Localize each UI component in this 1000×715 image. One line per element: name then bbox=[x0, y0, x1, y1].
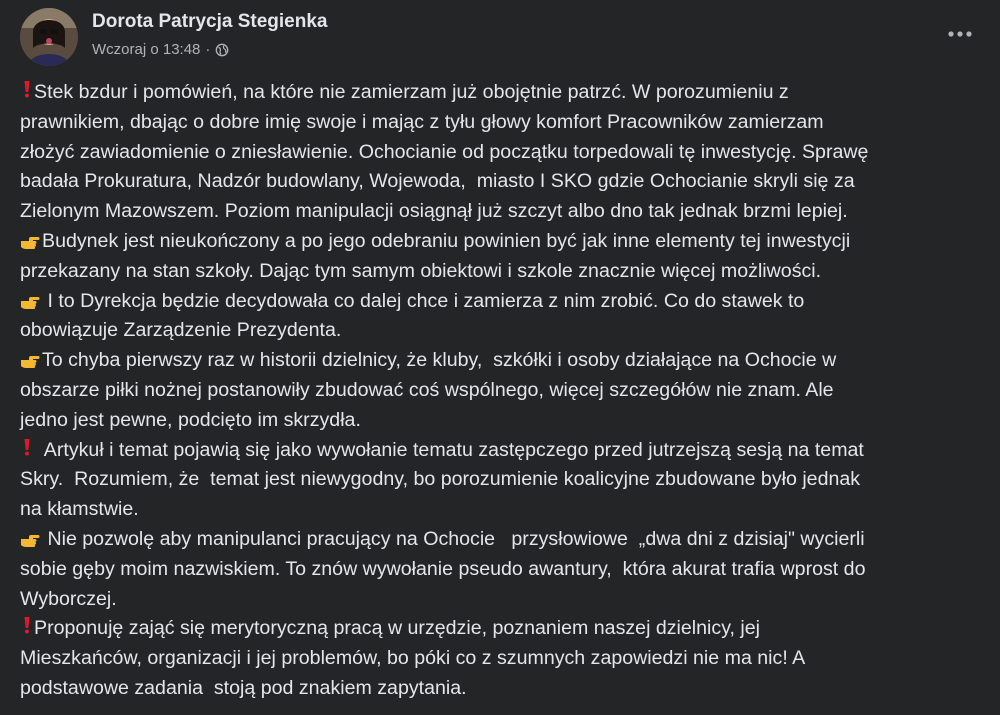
post-line bbox=[20, 614, 992, 644]
post-line-text: jedno jest pewne, podcięto im skrzydła. bbox=[20, 408, 361, 431]
post-line-text: obszarze piłki nożnej postanowiły zbudować coś wspólnego, więcej szczegółów nie znam. Ale bbox=[20, 378, 834, 401]
author-name[interactable]: Dorota Patrycja Stegienka bbox=[92, 11, 328, 32]
post-line bbox=[20, 197, 992, 227]
post-line-text: Wyborczej. bbox=[20, 587, 117, 610]
post-line bbox=[20, 644, 992, 674]
post-line-text: Zielonym Mazowszem. Poziom manipulacji osiągnął już szczyt albo dno tak jednak brzmi lepiej. bbox=[20, 200, 848, 223]
post-line-text: sobie gęby moim nazwiskiem. To znów wywołanie pseudo awantury, która akurat trafia wprost do bbox=[20, 557, 866, 580]
post-line bbox=[20, 406, 992, 436]
post-line-text: badała Prokuratura, Nadzór budowlany, Wojewoda, miasto I SKO gdzie Ochocianie skryli się za bbox=[20, 170, 855, 193]
post-line bbox=[20, 376, 992, 406]
pointing-hand-icon bbox=[20, 349, 42, 379]
pointing-hand-icon bbox=[20, 230, 42, 260]
more-options-icon[interactable] bbox=[942, 20, 978, 48]
post-line bbox=[20, 316, 992, 346]
post-line-text: obowiązuje Zarządzenie Prezydenta. bbox=[20, 319, 342, 342]
post-line bbox=[20, 257, 992, 287]
pointing-hand-icon bbox=[20, 290, 42, 320]
post-line-text: Skry. Rozumiem, że temat jest niewygodny, bo porozumienie koalicyjne zbudowane było jednak bbox=[20, 468, 861, 491]
post-meta bbox=[92, 41, 229, 58]
post-line bbox=[20, 495, 992, 525]
post-line bbox=[20, 346, 992, 376]
post-body bbox=[20, 78, 992, 704]
post-line bbox=[20, 167, 992, 197]
post-line-text: przekazany na stan szkoły. Dając tym samym obiektowi i szkole znacznie więcej możliwości. bbox=[20, 259, 822, 282]
meta-separator: · bbox=[205, 41, 211, 58]
post-line-text: na kłamstwie. bbox=[20, 498, 139, 521]
globe-icon[interactable] bbox=[215, 43, 229, 57]
post-line-text: Mieszkańców, organizacji i jej problemów, bo póki co z szumnych zapowiedzi nie ma nic! A bbox=[20, 647, 806, 670]
post-line bbox=[20, 525, 992, 555]
post-line bbox=[20, 287, 992, 317]
post-line bbox=[20, 138, 992, 168]
post-line-text: I to Dyrekcja będzie decydowała co dalej chce i zamierza z nim zrobić. Co do stawek to bbox=[42, 289, 805, 312]
post-line bbox=[20, 585, 992, 615]
post-line-text: prawnikiem, dbając o dobre imię swoje i mając z tyłu głowy komfort Pracowników zamierzam bbox=[20, 110, 824, 133]
post-timestamp[interactable]: Wczoraj o 13:48 bbox=[92, 41, 201, 58]
post-header bbox=[0, 0, 1000, 76]
post-line bbox=[20, 108, 992, 138]
post-line-text: Artykuł i temat pojawią się jako wywołanie tematu zastępczego przed jutrzejszą sesją na temat bbox=[34, 438, 864, 461]
post-line-text: Budynek jest nieukończony a po jego odebraniu powinien być jak inne elementy tej inwestycji bbox=[42, 229, 851, 252]
post-line bbox=[20, 674, 992, 704]
red-exclamation-icon bbox=[20, 614, 34, 644]
author-avatar[interactable] bbox=[20, 8, 78, 66]
post-line-text: złożyć zawiadomienie o zniesławienie. Ochocianie od początku torpedowali tę inwestycję. Sprawę bbox=[20, 140, 869, 163]
post-line bbox=[20, 436, 992, 466]
avatar-photo bbox=[20, 8, 78, 66]
post-line-text: To chyba pierwszy raz w historii dzielnicy, że kluby, szkółki i osoby działające na Ochocie w bbox=[42, 349, 837, 372]
post-line bbox=[20, 227, 992, 257]
red-exclamation-icon bbox=[20, 436, 34, 466]
post-line-text: Proponuję zająć się merytoryczną pracą w urzędzie, poznaniem naszej dzielnicy, jej bbox=[34, 617, 761, 640]
post-line-text: Nie pozwolę aby manipulanci pracujący na Ochocie przysłowiowe „dwa dni z dzisiaj" wycierli bbox=[42, 527, 865, 550]
post-line bbox=[20, 555, 992, 585]
post-line-text: Stek bzdur i pomówień, na które nie zamierzam już obojętnie patrzć. W porozumieniu z bbox=[34, 81, 789, 103]
post-line bbox=[20, 465, 992, 495]
pointing-hand-icon bbox=[20, 528, 42, 558]
post-line bbox=[20, 78, 992, 108]
post-line-text: podstawowe zadania stoją pod znakiem zapytania. bbox=[20, 676, 467, 699]
red-exclamation-icon bbox=[20, 78, 34, 108]
